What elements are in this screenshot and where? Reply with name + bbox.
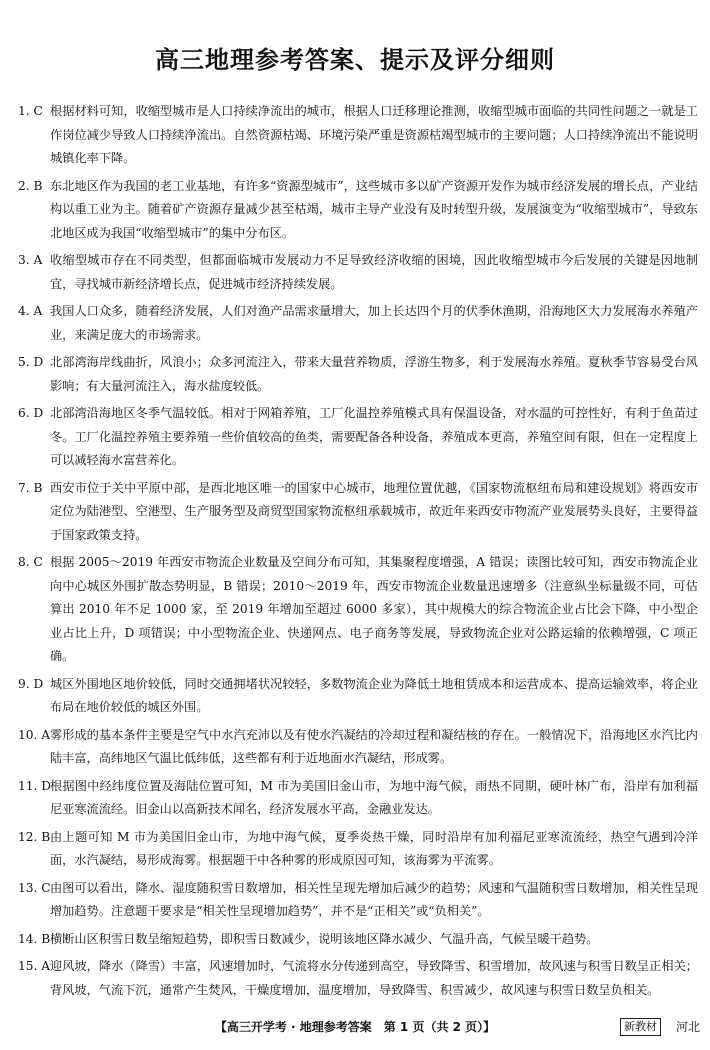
answer-item — [18, 724, 698, 771]
answer-item — [18, 300, 698, 347]
answer-number: 4. A — [18, 304, 43, 318]
answer-number: 8. C — [18, 555, 43, 569]
answer-number: 14. B — [18, 931, 51, 946]
page-title: 高三地理参考答案、提示及评分细则 — [155, 46, 555, 74]
answer-text: 收缩型城市存在不同类型，但都面临城市发展动力不足导致经济收缩的困境，因此收缩型城市今后发展的关键是因地制宜，寻找城市新经济增长点，促进城市经济持续发展。 — [50, 253, 698, 291]
answer-number: 15. A — [18, 959, 51, 973]
answer-text: 根据图中经纬度位置及海陆位置可知，M 市为美国旧金山市，为地中海气候，雨热不同期，硬叶林广布，沿岸有加利福尼亚寒流流经。旧金山以高新技术闻名，经济发展水平高，金融业发达。 — [50, 778, 698, 816]
answer-text: 横断山区积雪日数呈缩短趋势，即积雪日数减少，说明该地区降水减少、气温升高，气候呈暖干趋势。 — [50, 931, 599, 946]
footer-page-info: 【高三开学考 · 地理参考答案 第 1 页（共 2 页）】 — [214, 1020, 496, 1034]
answer-text: 北部湾沿海地区冬季气温较低。相对于网箱养殖，工厂化温控养殖模式具有保温设备，对水温的可控性好，有利于鱼苗过冬。工厂化温控养殖主要养殖一些价值较高的鱼类，需要配备各种设备，养殖成本更高，养殖空间有限，但在一定程度上可以减轻海水富营养化。 — [50, 406, 698, 467]
edition-badge: 新教材 — [620, 1018, 661, 1036]
answer-number: 10. A — [18, 727, 51, 742]
answer-number: 13. C — [18, 880, 51, 895]
answer-text: 迎风坡，降水（降雪）丰富，风速增加时，气流将水分传递到高空，导致降雪、积雪增加，故风速与积雪日数呈正相关；背风坡，气流下沉，通常产生焚风，干燥度增加，温度增加，导致降雪、积雪减少，故风速与积雪日数呈负相关。 — [50, 959, 698, 997]
answer-number: 12. B — [18, 829, 51, 844]
region-label: 河北 — [676, 1020, 701, 1034]
answer-list — [18, 100, 698, 1006]
answer-number: 1. C — [18, 104, 43, 118]
answer-item — [18, 175, 698, 246]
answer-item — [18, 775, 698, 822]
answer-item — [18, 877, 698, 924]
page-footer — [0, 1016, 710, 1038]
answer-text: 东北地区作为我国的老工业基地，有许多“资源型城市”，这些城市多以矿产资源开发作为城市经济发展的增长点，产业结构以重工业为主。随着矿产资源存量减少甚至枯竭，城市主导产业没有及时转型升级，发展演变为“收缩型城市”，导致东北地区成为我国“收缩型城市”的集中分布区。 — [50, 178, 698, 240]
answer-number: 6. D — [18, 406, 44, 420]
answer-number: 5. D — [18, 355, 44, 369]
answer-number: 3. A — [18, 253, 43, 267]
answer-text: 由图可以看出，降水、湿度随积雪日数增加，相关性呈现先增加后减少的趋势；风速和气温随积雪日数增加，相关性呈现增加趋势。注意题干要求是“相关性呈现增加趋势”，并不是“正相关”或“负相关”。 — [50, 880, 698, 918]
answer-item — [18, 249, 698, 296]
answer-item — [18, 928, 698, 952]
answer-number: 2. B — [18, 178, 43, 193]
answer-text: 西安市位于关中平原中部，是西北地区唯一的国家中心城市，地理位置优越，《国家物流枢纽布局和建设规划》将西安市定位为陆港型、空港型、生产服务型及商贸型国家物流枢纽承载城市，故近年来西安市物流产业发展势头良好，主要得益于国家政策支持。 — [50, 480, 698, 542]
answer-number: 9. D — [18, 676, 44, 691]
answer-item — [18, 351, 698, 398]
answer-text: 根据 2005～2019 年西安市物流企业数量及空间分布可知，其集聚程度增强，A 错误；读图比较可知，西安市物流企业向中心城区外围扩散态势明显，B 错误；2010～2019 年，西安市物流企业数量迅速增多（注意纵坐标量级不同，可估算出 2010 年不足 1000 家，至 2019 年增加至超过 6000 多家），其中规模大的综合物流企业占比会下降，中小型企业占比上升，D 项错误；中小型物流企业、快递网点、电子商务等发展，导致物流企业对公路运输的依赖增强，C 项正确。 — [50, 555, 698, 663]
answer-text: 城区外围地区地价较低，同时交通拥堵状况较轻，多数物流企业为降低土地租赁成本和运营成本、提高运输效率，将企业布局在地价较低的城区外围。 — [50, 676, 698, 714]
answer-text: 由上题可知 M 市为美国旧金山市，为地中海气候，夏季炎热干燥，同时沿岸有加利福尼亚寒流流经，热空气遇到冷洋面，水汽凝结，易形成海雾。根据题干中各种雾的形成原因可知，该海雾为平流雾。 — [50, 829, 698, 867]
answer-text: 雾形成的基本条件主要是空气中水汽充沛以及有使水汽凝结的冷却过程和凝结核的存在。一般情况下，沿海地区水汽比内陆丰富，高纬地区气温比低纬低，这些都有利于近地面水汽凝结，形成雾。 — [50, 727, 698, 765]
answer-item — [18, 673, 698, 720]
answer-text: 我国人口众多，随着经济发展，人们对渔产品需求量增大，加上长达四个月的伏季休渔期，沿海地区大力发展海水养殖产业，来满足庞大的市场需求。 — [50, 304, 698, 342]
answer-number: 7. B — [18, 480, 43, 495]
answer-number: 11. D — [18, 778, 52, 793]
answer-item — [18, 826, 698, 873]
answer-item — [18, 551, 698, 669]
answer-item — [18, 955, 698, 1002]
answer-text: 根据材料可知，收缩型城市是人口持续净流出的城市，根据人口迁移理论推测，收缩型城市面临的共同性问题之一就是工作岗位减少导致人口持续净流出。自然资源枯竭、环境污染严重是资源枯竭型城市的主要问题；人口持续净流出不能说明城镇化率下降。 — [50, 104, 698, 165]
answer-item — [18, 100, 698, 171]
answer-item — [18, 477, 698, 548]
answer-item — [18, 402, 698, 473]
answer-text: 北部湾海岸线曲折，风浪小；众多河流注入，带来大量营养物质，浮游生物多，利于发展海水养殖。夏秋季节容易受台风影响；有大量河流注入，海水盐度较低。 — [50, 355, 698, 393]
